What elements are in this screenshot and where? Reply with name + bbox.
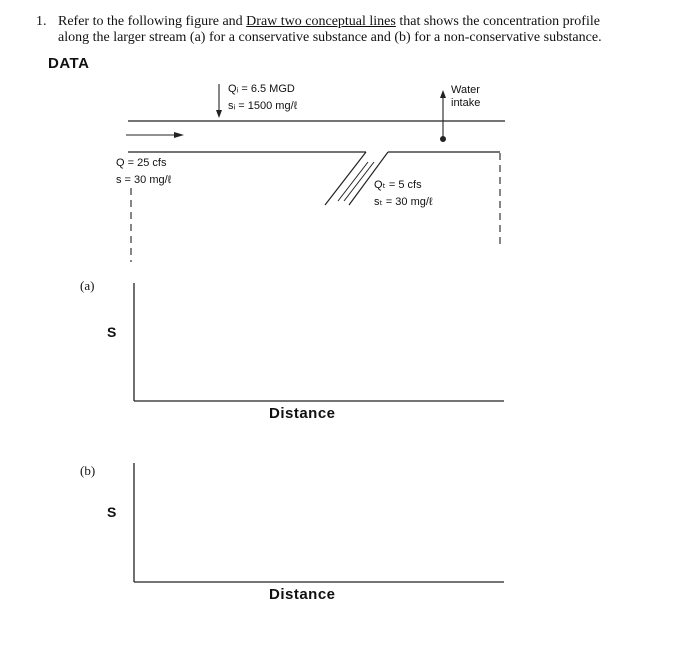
- plot-a-label: (a): [80, 278, 95, 293]
- question-link[interactable]: Draw two conceptual lines: [246, 14, 396, 29]
- inflow-flow-label: Qᵢ = 6.5 MGD: [228, 83, 295, 95]
- inflow-arrowhead: [216, 110, 222, 118]
- intake-label-2: intake: [451, 97, 481, 109]
- tributary-flow-label: Qₜ = 5 cfs: [374, 179, 422, 191]
- question-text-pre: Refer to the following figure and: [58, 14, 247, 29]
- intake-arrowhead: [440, 90, 446, 98]
- inflow-conc-label: sᵢ = 1500 mg/ℓ: [228, 100, 298, 112]
- question-number: 1.: [36, 14, 47, 29]
- plot-b-x-label: Distance: [269, 586, 336, 603]
- intake-point: [440, 136, 446, 142]
- tributary-flow-line: [344, 162, 374, 201]
- main-flow-label: Q = 25 cfs: [116, 157, 167, 169]
- plot-b-label: (b): [80, 463, 96, 478]
- main-conc-label: s = 30 mg/ℓ: [116, 174, 172, 186]
- data-heading: DATA: [48, 55, 90, 72]
- plot-a-y-label: S: [107, 324, 117, 340]
- intake-label-1: Water: [451, 84, 480, 96]
- plot-a-x-label: Distance: [269, 405, 336, 422]
- flow-arrowhead: [174, 132, 184, 138]
- tributary-bank-left: [325, 152, 366, 205]
- question-text-post: that shows the concentration profile: [395, 14, 600, 29]
- plot-b-y-label: S: [107, 504, 117, 520]
- question-line-2: along the larger stream (a) for a conservative substance and (b) for a non-conservative substance.: [58, 30, 602, 45]
- tributary-conc-label: sₜ = 30 mg/ℓ: [374, 196, 433, 208]
